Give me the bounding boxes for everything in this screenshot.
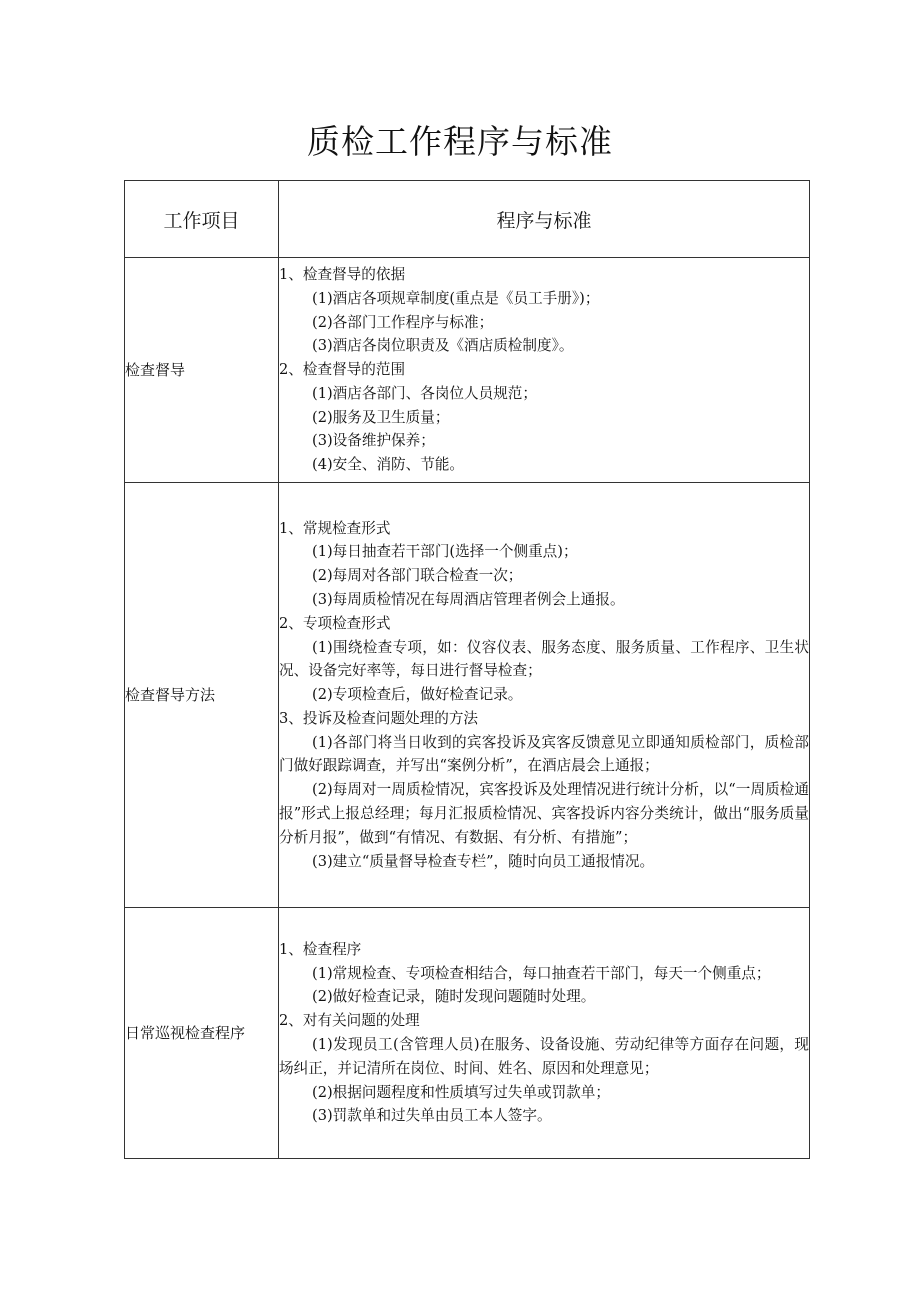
table-header-row bbox=[125, 181, 810, 258]
section-heading: 2、对有关问题的处理 bbox=[279, 1012, 420, 1030]
table-row bbox=[125, 258, 810, 483]
table-row bbox=[125, 483, 810, 908]
row-item-label: 日常巡视检查程序 bbox=[125, 908, 279, 1159]
row-standard-cell bbox=[279, 908, 810, 1159]
list-item: (2)服务及卫生质量； bbox=[312, 408, 450, 426]
section-heading: 1、检查程序 bbox=[279, 940, 362, 958]
list-item: (1)酒店各项规章制度(重点是《员工手册》)； bbox=[312, 289, 600, 307]
row-item-label: 检查督导 bbox=[125, 258, 279, 483]
row-standard-cell bbox=[279, 483, 810, 908]
list-item: (3)罚款单和过失单由员工本人签字。 bbox=[312, 1107, 552, 1125]
row-standard-cell bbox=[279, 258, 810, 483]
list-item: (2)每周对一周质检情况，宾客投诉及处理情况进行统计分析，以“一周质检通报”形式上报总经理；每月汇报质检情况、宾客投诉内容分类统计，做出“服务质量分析月报”，做到“有情况、有数据、有分析、有措施”； bbox=[279, 781, 809, 846]
list-item: (3)设备维护保养； bbox=[312, 432, 435, 450]
list-item: (2)每周对各部门联合检查一次； bbox=[312, 567, 523, 585]
list-item: (2)专项检查后，做好检查记录。 bbox=[312, 686, 523, 704]
list-item: (1)围绕检查专项，如：仪容仪表、服务态度、服务质量、工作程序、卫生状况、设备完好率等，每日进行督导检查； bbox=[279, 638, 809, 680]
header-procedure-standard: 程序与标准 bbox=[279, 181, 810, 258]
list-item: (1)发现员工(含管理人员)在服务、设备设施、劳动纪律等方面存在问题，现场纠正，并记清所在岗位、时间、姓名、原因和处理意见； bbox=[279, 1036, 809, 1077]
table-row bbox=[125, 908, 810, 1159]
page-title: 质检工作程序与标准 bbox=[307, 122, 613, 161]
list-item: (1)酒店各部门、各岗位人员规范； bbox=[312, 384, 537, 402]
list-item: (4)安全、消防、节能。 bbox=[312, 456, 465, 474]
procedure-table bbox=[124, 180, 810, 1159]
list-item: (2)做好检查记录，随时发现问题随时处理。 bbox=[312, 988, 596, 1006]
section-heading: 3、投诉及检查问题处理的方法 bbox=[279, 709, 479, 727]
list-item: (3)酒店各岗位职责及《酒店质检制度》。 bbox=[312, 337, 574, 355]
section-heading: 1、检查督导的依据 bbox=[279, 265, 406, 283]
list-item: (3)每周质检情况在每周酒店管理者例会上通报。 bbox=[312, 590, 625, 608]
list-item: (3)建立“质量督导检查专栏”，随时向员工通报情况。 bbox=[312, 852, 655, 870]
list-item: (2)各部门工作程序与标准； bbox=[312, 313, 494, 331]
section-heading: 2、专项检查形式 bbox=[279, 614, 391, 632]
list-item: (2)根据问题程度和性质填写过失单或罚款单； bbox=[312, 1083, 610, 1101]
list-item: (1)每日抽查若干部门(选择一个侧重点)； bbox=[312, 543, 578, 561]
row-item-label: 检查督导方法 bbox=[125, 483, 279, 908]
header-work-item: 工作项目 bbox=[125, 181, 279, 258]
list-item: (1)常规检查、专项检查相结合，每口抽查若干部门，每天一个侧重点； bbox=[312, 964, 771, 982]
list-item: (1)各部门将当日收到的宾客投诉及宾客反馈意见立即通知质检部门，质检部门做好跟踪调查，并写出“案例分析”，在酒店晨会上通报； bbox=[279, 733, 809, 775]
section-heading: 2、检查督导的范围 bbox=[279, 361, 406, 379]
section-heading: 1、常规检查形式 bbox=[279, 519, 391, 537]
